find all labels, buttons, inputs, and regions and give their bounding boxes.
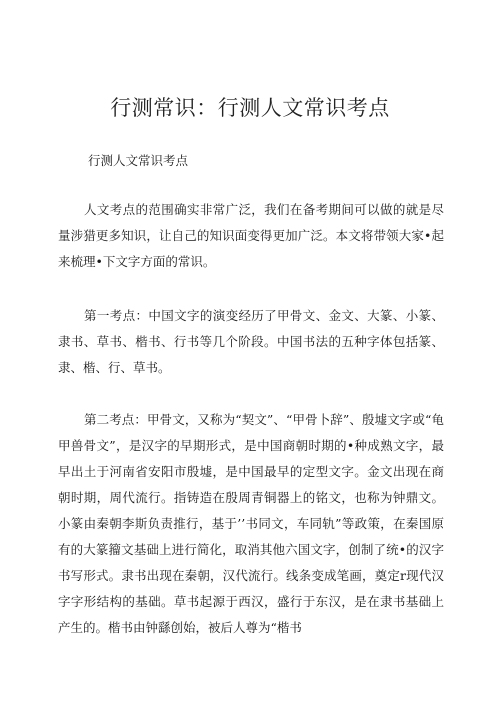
document-subtitle: 行测人文常识考点 <box>88 153 189 168</box>
paragraph-second-point: 第二考点：甲骨文，又称为“契文”、“甲骨卜辞”、殷墟文字或“龟甲兽骨文”，是汉字的早期形式，是中国商朝时期的•种成熟文字，最早出土于河南省安阳市殷墟，是中国最早的定型文字。金文出现在商朝时期，周代流行。指铸造在殷周青铜器上的铭文，也称为钟鼎文。小篆由秦朝李斯负责推行，基于’’书同文，车同轨”等政策，在秦国原有的大篆籀文基础上进行简化，取消其他六国文字，创制了统•的汉字书写形式。隶书出现在秦朝，汉代流行。线条变成笔画，奠定r现代汉字字形结构的基础。草书起源于西汉，盛行于东汉，是在隶书基础上产生的。楷书由钟繇创始，被后人尊为“楷书 <box>58 412 444 635</box>
page-title: 行测常识：行测人文常识考点 <box>110 96 390 120</box>
paragraph-first-point: 第一考点：中国文字的演变经历了甲骨文、金文、大篆、小篆、隶书、草书、楷书、行书等几个阶段。中国书法的五种字体包括篆、隶、楷、行、草书。 <box>58 308 444 375</box>
paragraph-intro: 人文考点的范围确实非常广泛，我们在备考期间可以做的就是尽量涉猎更多知识，让自己的知识面变得更加广泛。本文将带领大家•起来梳理•下文字方面的常识。 <box>58 202 444 269</box>
